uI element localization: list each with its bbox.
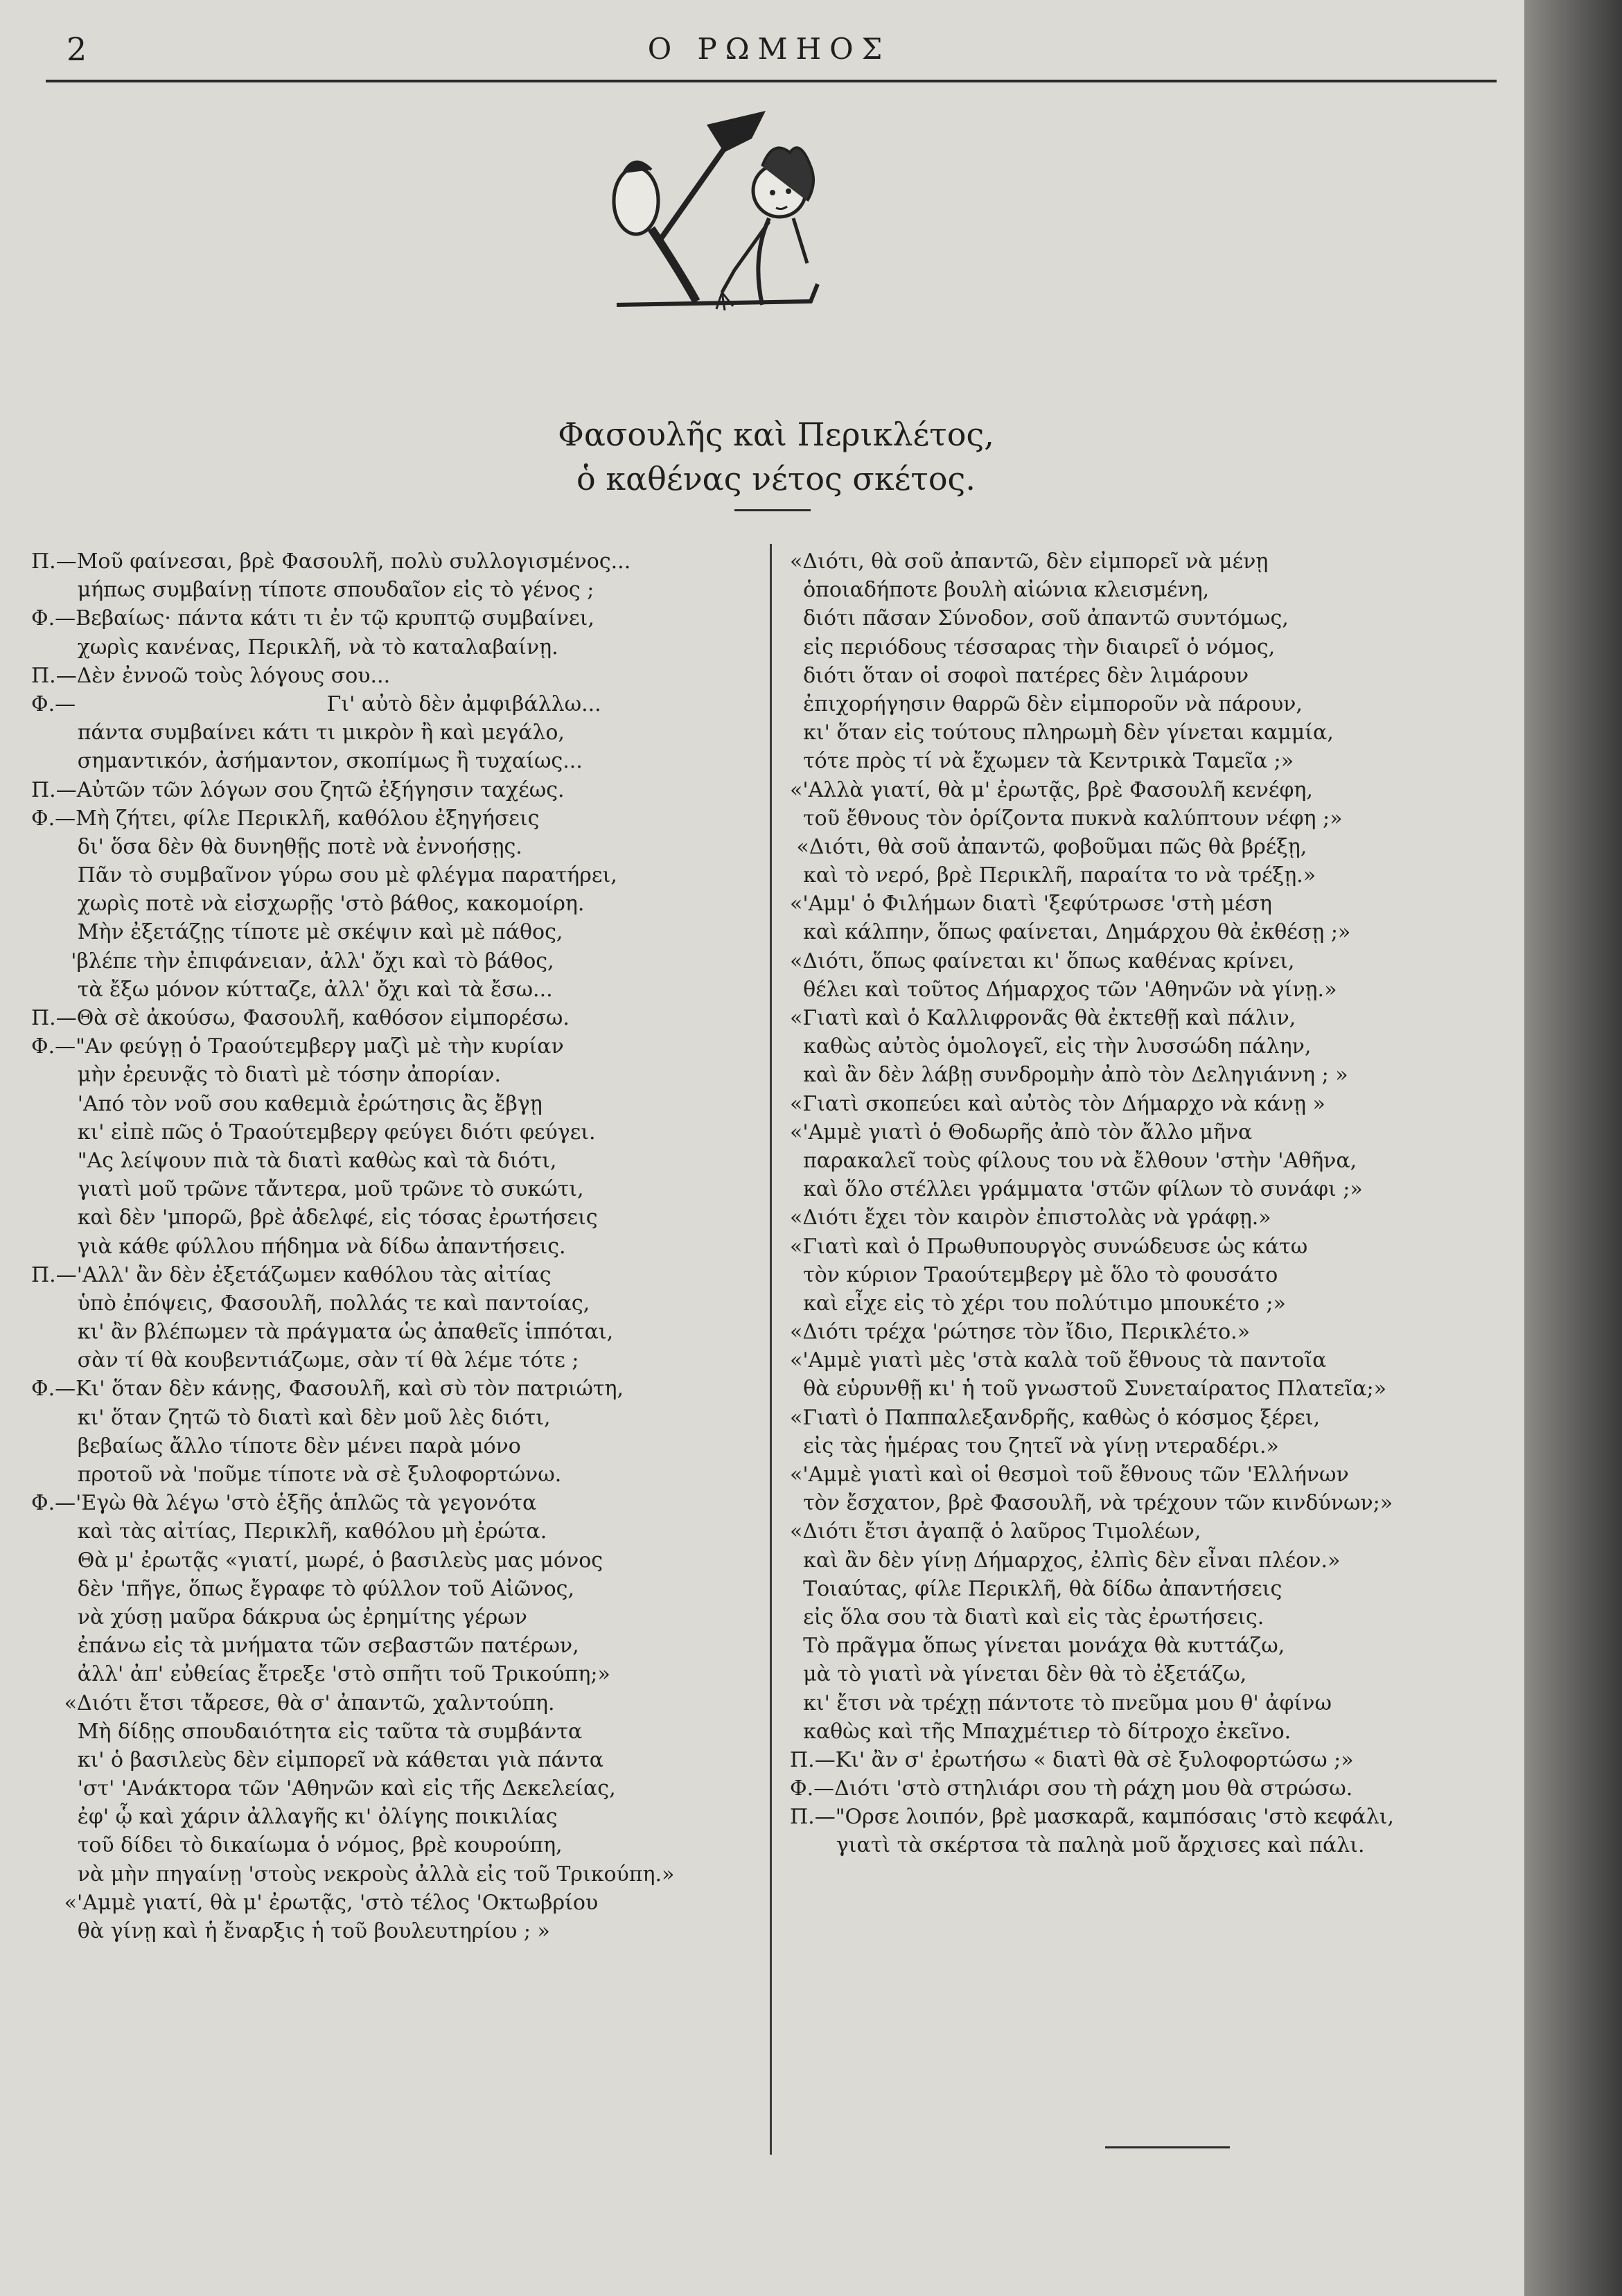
verse-line: Φ.— Γι' αὐτὸ δὲν ἀμφιβάλλω... <box>31 691 601 716</box>
verse-line: τὸν κύριον Τραούτεμβεργ μὲ ὅλο τὸ φουσάτο <box>790 1262 1278 1287</box>
title-line-1: Φασουλῆς καὶ Περικλέτος, <box>558 416 994 453</box>
verse-line: εἰς ὅλα σου τὰ διατὶ καὶ εἰς τὰς ἐρωτήσεις. <box>790 1605 1264 1630</box>
verse-line: «'Αμμὲ γιατὶ καὶ οἱ θεσμοὶ τοῦ ἔθνους τῶν 'Ελλήνων <box>790 1463 1349 1487</box>
verse-line: «Διότι, θὰ σοῦ ἀπαντῶ, φοβοῦμαι πῶς θὰ βρέξῃ, <box>790 834 1307 859</box>
verse-line: ἐφ' ᾧ καὶ χάριν ἀλλαγῆς κι' ὀλίγης ποικιλίας <box>31 1805 558 1830</box>
verse-line: τοῦ δίδει τὸ δικαίωμα ὁ νόμος, βρὲ κουρούπη, <box>31 1833 563 1858</box>
verse-line: Π.—Θὰ σὲ ἀκούσω, Φασουλῆ, καθόσον εἰμπορέσω. <box>31 1006 570 1030</box>
verse-line: διότι πᾶσαν Σύνοδον, σοῦ ἀπαντῶ συντόμως, <box>790 606 1289 631</box>
verse-line: «'Αμμὲ γιατί, θὰ μ' ἐρωτᾷς, 'στὸ τέλος 'Οκτωβρίου <box>31 1890 599 1915</box>
verse-line: μὰ τὸ γιατὶ νὰ γίνεται δὲν θὰ τὸ ἐξετάζω, <box>790 1662 1247 1687</box>
verse-line: κι' ὅταν εἰς τούτους πληρωμὴ δὲν γίνεται καμμία, <box>790 721 1334 745</box>
verse-line: ἐπιχορήγησιν θαρρῶ δὲν εἰμποροῦν νὰ πάρουν, <box>790 691 1303 716</box>
verse-line: τότε πρὸς τί νὰ ἔχωμεν τὰ Κεντρικὰ Ταμεῖα ;» <box>790 749 1294 774</box>
verse-line: Φ.—"Αν φεύγῃ ὁ Τραούτεμβεργ μαζὶ μὲ τὴν κυρίαν <box>31 1034 564 1059</box>
verse-line: «'Αμμ' ὁ Φιλήμων διατὶ 'ξεφύτρωσε 'στὴ μέση <box>790 892 1272 917</box>
verse-line: διότι ὅταν οἱ σοφοὶ πατέρες δὲν λιμάρουν <box>790 663 1249 688</box>
verse-line: νὰ μὴν πηγαίνῃ 'στοὺς νεκροὺς ἀλλὰ εἰς τοῦ Τρικούπη.» <box>31 1862 675 1887</box>
header-rule <box>46 80 1497 82</box>
right-column <box>790 547 1517 1860</box>
verse-line: «Γιατὶ σκοπεύει καὶ αὐτὸς τὸν Δήμαρχο νὰ κάνῃ » <box>790 1091 1325 1116</box>
title-rule <box>734 509 811 511</box>
verse-line: προτοῦ νὰ 'ποῦμε τίποτε νὰ σὲ ξυλοφορτώνω. <box>31 1463 562 1487</box>
verse-line: Π.—Δὲν ἐννοῶ τοὺς λόγους σου... <box>31 663 391 688</box>
title-line-2: ὁ καθένας νέτος σκέτος. <box>576 460 976 497</box>
verse-line: «Διότι τρέχα 'ρώτησε τὸν ἴδιο, Περικλέτο.» <box>790 1320 1251 1345</box>
verse-line: Θὰ μ' ἐρωτᾷς «γιατί, μωρέ, ὁ βασιλεὺς μας μόνος <box>31 1548 603 1573</box>
verse-line: ὑπὸ ἐπόψεις, Φασουλῆ, πολλάς τε καὶ παντοίας, <box>31 1291 590 1316</box>
verse-line: «Γιατὶ καὶ ὁ Καλλιφρονᾶς θὰ ἐκτεθῇ καὶ πάλιν, <box>790 1006 1296 1030</box>
verse-line: «Διότι ἔτσι τἄρεσε, θὰ σ' ἀπαντῶ, χαλντούπη. <box>31 1690 555 1715</box>
verse-line: 'στ' 'Ανάκτορα τῶν 'Αθηνῶν καὶ εἰς τῆς Δεκελείας, <box>31 1776 616 1801</box>
verse-line: ἐπάνω εἰς τὰ μνήματα τῶν σεβαστῶν πατέρων, <box>31 1634 579 1659</box>
verse-line: βεβαίως ἄλλο τίποτε δὲν μένει παρὰ μόνο <box>31 1433 521 1458</box>
verse-line: «Διότι, ὅπως φαίνεται κι' ὅπως καθένας κρίνει, <box>790 948 1295 973</box>
verse-line: κι' ὅταν ζητῶ τὸ διατὶ καὶ δὲν μοῦ λὲς διότι, <box>31 1405 551 1430</box>
verse-line: σὰν τί θὰ κουβεντιάζωμε, σὰν τί θὰ λέμε τότε ; <box>31 1348 579 1373</box>
end-rule <box>1105 2146 1230 2148</box>
page-number: 2 <box>67 30 87 68</box>
verse-line: καὶ τὸ νερό, βρὲ Περικλῆ, παραίτα το νὰ τρέξῃ.» <box>790 863 1316 888</box>
verse-line: «Διότι ἔχει τὸν καιρὸν ἐπιστολὰς νὰ γράφῃ.» <box>790 1206 1271 1230</box>
verse-line: «Διότι ἔτσι ἀγαπᾷ ὁ λαῦρος Τιμολέων, <box>790 1519 1201 1544</box>
page-header <box>42 24 1497 79</box>
binding-gutter <box>1524 0 1622 2296</box>
verse-line: τὰ ἔξω μόνον κύτταζε, ἀλλ' ὄχι καὶ τὰ ἔσω... <box>31 977 553 1002</box>
cartoon-illustration <box>603 97 894 388</box>
verse-line: Πᾶν τὸ συμβαῖνον γύρω σου μὲ φλέγμα παρατήρει, <box>31 863 617 888</box>
article-title <box>0 412 1552 501</box>
verse-line: πάντα συμβαίνει κάτι τι μικρὸν ἢ καὶ μεγάλο, <box>31 721 565 745</box>
verse-line: Π.—Μοῦ φαίνεσαι, βρὲ Φασουλῆ, πολὺ συλλογισμένος... <box>31 549 631 574</box>
verse-line: γιατὶ μοῦ τρῶνε τἄντερα, μοῦ τρῶνε τὸ συκώτι, <box>31 1177 584 1202</box>
verse-line: καθὼς αὐτὸς ὁμολογεῖ, εἰς τὴν λυσσώδη πάλην, <box>790 1034 1312 1059</box>
verse-line: χωρὶς κανένας, Περικλῆ, νὰ τὸ καταλαβαίνῃ. <box>31 635 558 660</box>
verse-line: θέλει καὶ τοῦτος Δήμαρχος τῶν 'Αθηνῶν νὰ γίνῃ.» <box>790 977 1337 1002</box>
verse-line: καὶ κάλπην, ὅπως φαίνεται, Δημάρχου θὰ ἐκθέσῃ ;» <box>790 920 1351 945</box>
verse-line: γιὰ κάθε φύλλου πήδημα νὰ δίδω ἀπαντήσεις. <box>31 1234 566 1259</box>
verse-line: καὶ ὅλο στέλλει γράμματα 'στῶν φίλων τὸ συνάφι ;» <box>790 1177 1363 1202</box>
verse-line: Π.—"Ορσε λοιπόν, βρὲ μασκαρᾶ, καμπόσαις 'στὸ κεφάλι, <box>790 1805 1394 1830</box>
verse-line: Φ.—'Εγὼ θὰ λέγω 'στὸ ἑξῆς ἁπλῶς τὰ γεγονότα <box>31 1491 537 1516</box>
verse-line: σημαντικόν, ἀσήμαντον, σκοπίμως ἢ τυχαίως... <box>31 749 583 774</box>
verse-line: δὲν 'πῆγε, ὅπως ἔγραφε τὸ φύλλον τοῦ Αἰῶνος, <box>31 1576 575 1601</box>
verse-line: θὰ γίνῃ καὶ ἡ ἔναρξις ἡ τοῦ βουλευτηρίου ; » <box>31 1919 550 1943</box>
verse-line: καθὼς καὶ τῆς Μπαχμέτιερ τὸ δίτροχο ἐκεῖνο. <box>790 1719 1292 1744</box>
verse-line: Φ.—Βεβαίως· πάντα κάτι τι ἐν τῷ κρυπτῷ συμβαίνει, <box>31 606 594 631</box>
verse-line: «Διότι, θὰ σοῦ ἀπαντῶ, δὲν εἰμπορεῖ νὰ μένῃ <box>790 549 1269 574</box>
verse-line: γιατὶ τὰ σκέρτσα τὰ παληὰ μοῦ ἄρχισες καὶ πάλι. <box>790 1833 1365 1858</box>
verse-line: Π.—'Αλλ' ἂν δὲν ἐξετάζωμεν καθόλου τὰς αἰτίας <box>31 1262 552 1287</box>
verse-line: 'Από τὸν νοῦ σου καθεμιὰ ἐρώτησις ἂς ἔβγῃ <box>31 1091 543 1116</box>
verse-line: Π.—Αὐτῶν τῶν λόγων σου ζητῶ ἐξήγησιν ταχέως. <box>31 777 565 802</box>
verse-line: «'Αμμὲ γιατὶ μὲς 'στὰ καλὰ τοῦ ἔθνους τὰ παντοῖα <box>790 1348 1327 1373</box>
verse-line: κι' ὁ βασιλεὺς δὲν εἰμπορεῖ νὰ κάθεται γιὰ πάντα <box>31 1747 603 1772</box>
verse-line: εἰς τὰς ἡμέρας του ζητεῖ νὰ γίνῃ ντεραδέρι.» <box>790 1433 1279 1458</box>
verse-line: Τοιαύτας, φίλε Περικλῆ, θὰ δίδω ἀπαντήσεις <box>790 1576 1282 1601</box>
verse-line: καὶ ἂν δὲν λάβῃ συνδρομὴν ἀπὸ τὸν Δεληγιάννη ; » <box>790 1063 1348 1088</box>
verse-line: κι' εἰπὲ πῶς ὁ Τραούτεμβεργ φεύγει διότι φεύγει. <box>31 1120 596 1145</box>
verse-line: «Γιατὶ ὁ Παππαλεξανδρῆς, καθὼς ὁ κόσμος ξέρει, <box>790 1405 1321 1430</box>
verse-line: δι' ὅσα δὲν θὰ δυνηθῇς ποτὲ νὰ ἐννοήσῃς. <box>31 834 522 859</box>
verse-line: τὸν ἔσχατον, βρὲ Φασουλῆ, νὰ τρέχουν τῶν κινδύνων;» <box>790 1491 1393 1516</box>
verse-line: Π.—Κι' ἂν σ' ἐρωτήσω « διατὶ θὰ σὲ ξυλοφορτώσω ;» <box>790 1747 1354 1772</box>
verse-line: Φ.—Κι' ὅταν δὲν κάνῃς, Φασουλῆ, καὶ σὺ τὸν πατριώτη, <box>31 1377 624 1402</box>
left-column <box>31 547 755 1945</box>
verse-line: κι' ἂν βλέπωμεν τὰ πράγματα ὡς ἀπαθεῖς ἱππόται, <box>31 1320 614 1345</box>
verse-line: τοῦ ἔθνους τὸν ὁρίζοντα πυκνὰ καλύπτουν νέφη ;» <box>790 806 1343 831</box>
verse-line: μήπως συμβαίνῃ τίποτε σπουδαῖον εἰς τὸ γένος ; <box>31 578 594 603</box>
verse-line: Φ.—Μὴ ζήτει, φίλε Περικλῆ, καθόλου ἐξηγήσεις <box>31 806 540 831</box>
verse-line: θὰ εὑρυνθῇ κι' ἡ τοῦ γνωστοῦ Συνεταίρατος Πλατεῖα;» <box>790 1377 1386 1402</box>
verse-line: «Γιατὶ καὶ ὁ Πρωθυπουργὸς συνώδευσε ὡς κάτω <box>790 1234 1308 1259</box>
verse-line: καὶ δὲν 'μπορῶ, βρὲ ἀδελφέ, εἰς τόσας ἐρωτήσεις <box>31 1206 598 1230</box>
verse-line: καὶ τὰς αἰτίας, Περικλῆ, καθόλου μὴ ἐρώτα. <box>31 1519 547 1544</box>
verse-line: καὶ ἂν δὲν γίνῃ Δήμαρχος, ἐλπὶς δὲν εἶναι πλέον.» <box>790 1548 1341 1573</box>
verse-line: «'Αλλὰ γιατί, θὰ μ' ἐρωτᾷς, βρὲ Φασουλῆ κενέφη, <box>790 777 1313 802</box>
verse-line: Τὸ πρᾶγμα ὅπως γίνεται μονάχα θὰ κυττάζω, <box>790 1634 1285 1659</box>
verse-line: 'βλέπε τὴν ἐπιφάνειαν, ἀλλ' ὄχι καὶ τὸ βάθος, <box>31 948 554 973</box>
verse-line: κι' ἔτσι νὰ τρέχῃ πάντοτε τὸ πνεῦμα μου θ' ἀφίνω <box>790 1690 1332 1715</box>
verse-line: παρακαλεῖ τοὺς φίλους του νὰ ἔλθουν 'στὴν 'Αθῆνα, <box>790 1148 1357 1173</box>
verse-line: Μὴ δίδῃς σπουδαιότητα εἰς ταῦτα τὰ συμβάντα <box>31 1719 583 1744</box>
verse-line: "Ας λείψουν πιὰ τὰ διατὶ καθὼς καὶ τὰ διότι, <box>31 1148 557 1173</box>
column-divider <box>770 544 772 2155</box>
running-head: Ο ΡΩΜΗΟΣ <box>647 32 891 66</box>
verse-line: «'Αμμὲ γιατὶ ὁ Θοδωρῆς ἀπὸ τὸν ἄλλο μῆνα <box>790 1120 1253 1145</box>
verse-line: ὁποιαδήποτε βουλὴ αἰώνια κλεισμένη, <box>790 578 1210 603</box>
verse-line: εἰς περιόδους τέσσαρας τὴν διαιρεῖ ὁ νόμος, <box>790 635 1276 660</box>
verse-line: χωρὶς ποτὲ νὰ εἰσχωρῇς 'στὸ βάθος, κακομοίρη. <box>31 892 585 917</box>
verse-line: καὶ εἶχε εἰς τὸ χέρι του πολύτιμο μπουκέτο ;» <box>790 1291 1286 1316</box>
verse-line: νὰ χύσῃ μαῦρα δάκρυα ὡς ἐρημίτης γέρων <box>31 1605 527 1630</box>
verse-line: Μὴν ἐξετάζῃς τίποτε μὲ σκέψιν καὶ μὲ πάθος, <box>31 920 563 945</box>
verse-line: ἀλλ' ἀπ' εὐθείας ἔτρεξε 'στὸ σπῆτι τοῦ Τρικούπη;» <box>31 1662 610 1687</box>
verse-line: μὴν ἐρευνᾷς τὸ διατὶ μὲ τόσην ἀπορίαν. <box>31 1063 502 1088</box>
verse-line: Φ.—Διότι 'στὸ στηλιάρι σου τὴ ράχη μου θὰ στρώσω. <box>790 1776 1353 1801</box>
